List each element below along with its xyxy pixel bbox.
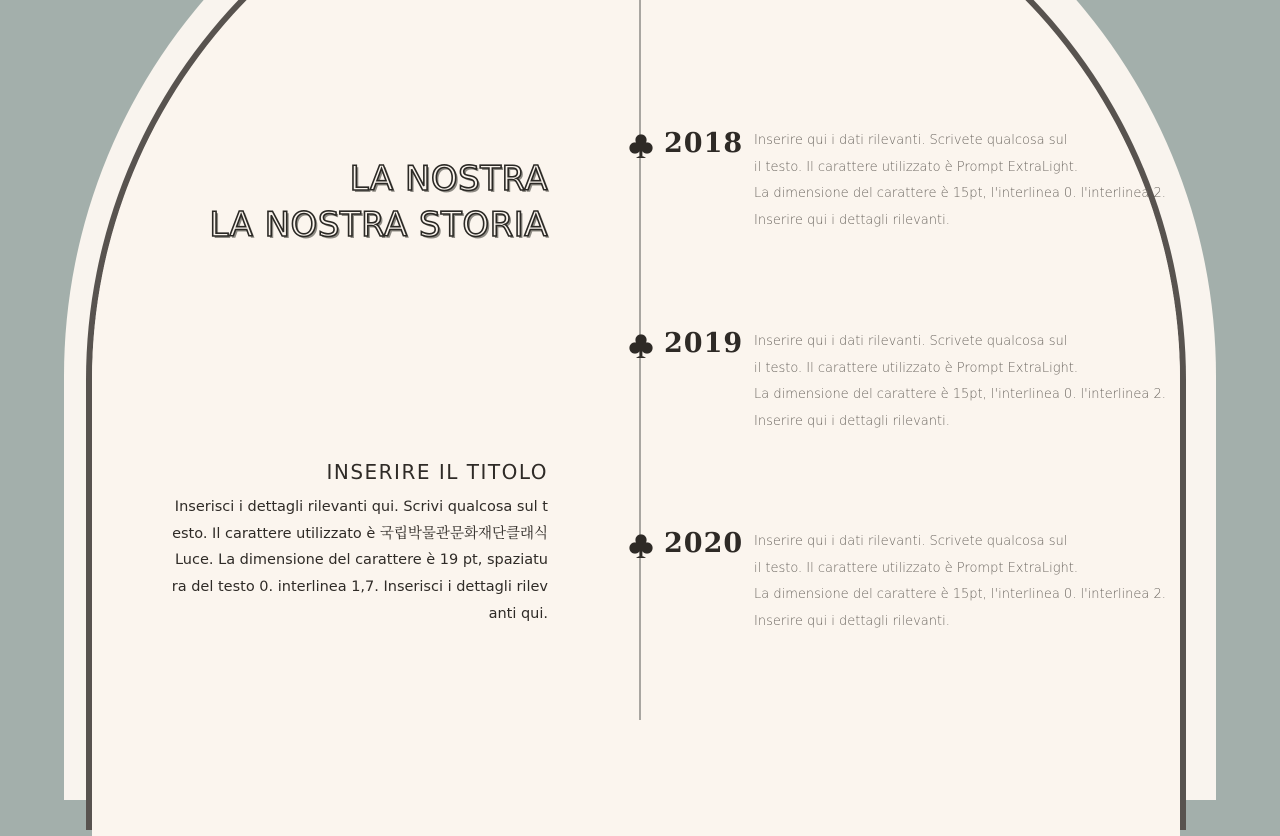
timeline-description — [754, 329, 1174, 435]
page-title-line-2: LA NOSTRA STORIA — [209, 205, 548, 245]
timeline-description — [754, 529, 1174, 635]
description-line: Inserire qui i dettagli rilevanti. — [754, 413, 950, 429]
description-line: La dimensione del carattere è 15pt, l'interlinea 0. l'interlinea 2. — [754, 186, 1166, 202]
section-title: INSERIRE IL TITOLO — [326, 460, 548, 484]
description-line: il testo. Il carattere utilizzato è Prompt ExtraLight. — [754, 159, 1079, 175]
description-line: il testo. Il carattere utilizzato è Prompt ExtraLight. — [754, 360, 1079, 376]
page-title-line-1: LA NOSTRA — [349, 159, 548, 199]
description-line: La dimensione del carattere è 15pt, l'interlinea 0. l'interlinea 2. — [754, 387, 1166, 403]
description-line: Inserire qui i dati rilevanti. Scrivete qualcosa sul — [754, 534, 1068, 549]
timeline-year: 2020 — [664, 528, 744, 559]
description-line: Inserire qui i dettagli rilevanti. — [754, 613, 950, 629]
club-icon — [628, 332, 654, 362]
description-line: Inserire qui i dettagli rilevanti. — [754, 212, 950, 228]
description-line: Inserire qui i dati rilevanti. Scrivete qualcosa sul — [754, 334, 1068, 349]
section-body: Inserisci i dettagli rilevanti qui. Scrivi qualcosa sul testo. Il carattere utilizzato è 국립박물관문화재단클래식 Luce. La dimensione del carattere è 19 pt, spaziatura del testo 0. interlinea 1,7. Inserisci i dettagli rilevanti qui. — [171, 499, 548, 622]
timeline-year: 2019 — [664, 328, 744, 359]
page-title — [209, 156, 548, 248]
club-icon — [628, 132, 654, 162]
description-line: La dimensione del carattere è 15pt, l'interlinea 0. l'interlinea 2. — [754, 587, 1166, 603]
club-icon — [628, 532, 654, 562]
timeline-description — [754, 128, 1174, 234]
description-line: il testo. Il carattere utilizzato è Prompt ExtraLight. — [754, 560, 1079, 576]
description-line: Inserire qui i dati rilevanti. Scrivete qualcosa sul — [754, 133, 1068, 148]
timeline-year: 2018 — [664, 128, 744, 159]
